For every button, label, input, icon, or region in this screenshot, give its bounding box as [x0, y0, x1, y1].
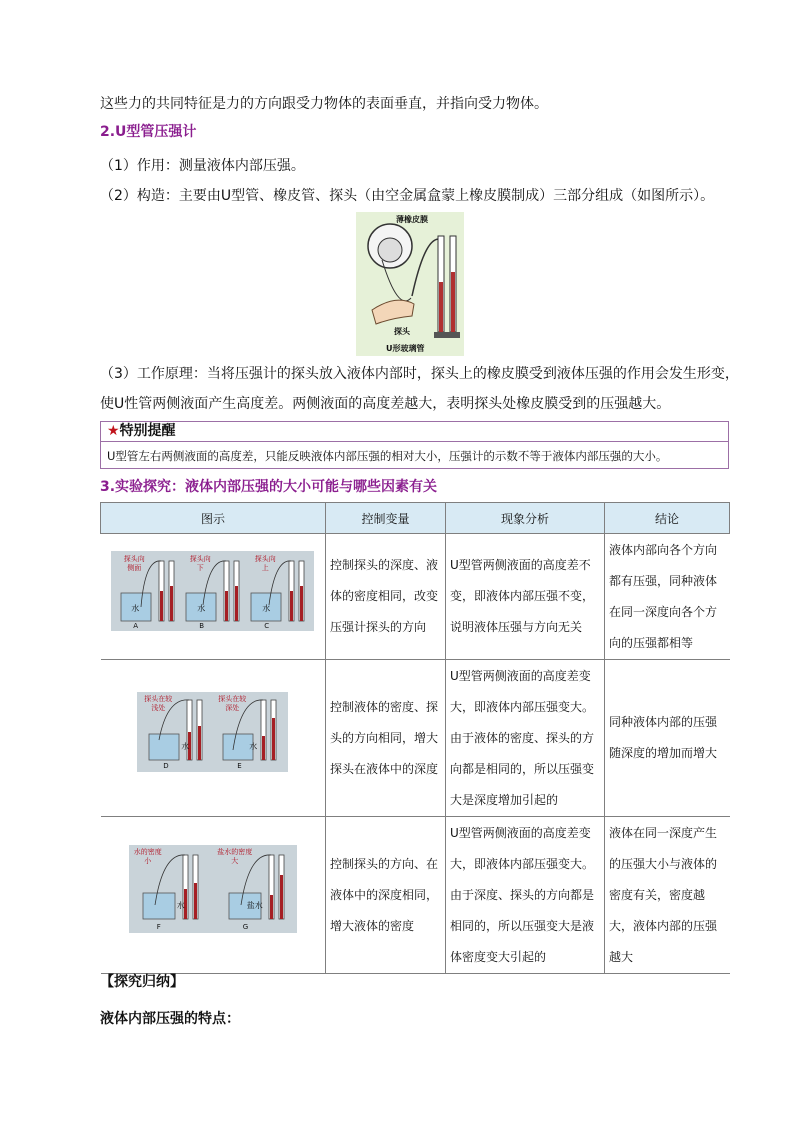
reminder-header	[101, 422, 728, 442]
reminder-text: U型管左右两侧液面的高度差，只能反映液体内部压强的相对大小，压强计的示数不等于液体内部压强的大小。	[107, 449, 668, 463]
section-2-item-3-line-1: （3）工作原理：当将压强计的探头放入液体内部时，探头上的橡皮膜受到液体压强的作用会发生形变，	[100, 366, 739, 382]
section-2-heading: 2.U型管压强计	[100, 124, 197, 140]
hand	[372, 300, 414, 324]
intro-paragraph: 这些力的共同特征是力的方向跟受力物体的表面垂直，并指向受力物体。	[100, 96, 548, 112]
fig-letter: D	[163, 762, 169, 770]
analysis-cell: U型管两侧液面的高度差不变，即液体内部压强不变，说明液体压强与方向无关	[446, 534, 605, 660]
header-control-variable: 控制变量	[326, 503, 446, 534]
analysis-cell: U型管两侧液面的高度差变大，即液体内部压强变大。由于液体的密度、探头的方向都是相同的，所以压强变大是深度增加引起的	[446, 660, 605, 817]
fig-label: 探头在较浅处	[144, 695, 173, 712]
fig-label: 探头向下	[189, 554, 211, 572]
star-icon: ★	[107, 423, 120, 439]
figure-cell	[101, 817, 326, 974]
header-conclusion: 结论	[605, 503, 730, 534]
conclusion-cell: 液体在同一深度产生的压强大小与液体的密度有关，密度越大，液体内部的压强越大	[605, 817, 730, 974]
fig-label: 探头向侧面	[123, 554, 145, 572]
fig-water-label: 水	[249, 742, 258, 751]
conclusion-cell: 液体内部向各个方向都有压强，同种液体在同一深度向各个方向的压强都相等	[605, 534, 730, 660]
special-reminder-box	[100, 421, 729, 469]
fig-water-label: 水	[197, 603, 206, 613]
fig-water-label: 水	[176, 901, 185, 910]
fig-letter: G	[242, 923, 249, 931]
fig-label: 盐水的密度大	[217, 848, 253, 865]
summary-subheading: 液体内部压强的特点：	[100, 1011, 240, 1027]
manometer-illustration	[356, 212, 464, 356]
fig-letter: C	[264, 621, 270, 630]
analysis-cell: U型管两侧液面的高度差变大，即液体内部压强变大。由于深度、探头的方向都是相同的，所以压强变大是液体密度变大引起的	[446, 817, 605, 974]
reminder-title: 特别提醒	[119, 423, 176, 439]
conclusion-cell: 同种液体内部的压强随深度的增加而增大	[605, 660, 730, 817]
header-analysis: 现象分析	[446, 503, 605, 534]
summary-heading: 【探究归纳】	[100, 974, 184, 990]
section-2-item-2: （2）构造：主要由U型管、橡皮管、探头（由空金属盒蒙上橡皮膜制成）三部分组成（如图所示）。	[100, 188, 715, 204]
table-row	[101, 534, 730, 660]
u-tube-manometer-figure	[356, 212, 464, 356]
experiment-figure-fg	[129, 845, 297, 933]
control-variable-cell: 控制探头的方向、在液体中的深度相同，增大液体的密度	[326, 817, 446, 974]
fig-label: 探头向上	[254, 554, 276, 572]
label-probe: 探头	[394, 327, 410, 336]
fig-letter: A	[133, 621, 139, 630]
figure-cell	[101, 534, 326, 660]
experiment-table	[100, 502, 730, 974]
probe-box	[378, 238, 402, 262]
table-header-row	[101, 503, 730, 534]
section-3-heading: 3.实验探究：液体内部压强的大小可能与哪些因素有关	[100, 479, 438, 495]
fig-label: 水的密度小	[133, 848, 162, 865]
fig-letter: B	[199, 621, 205, 630]
header-figure: 图示	[101, 503, 326, 534]
figure-cell	[101, 660, 326, 817]
section-2-item-3-line-2: 使U性管两侧液面产生高度差。两侧液面的高度差越大，表明探头处橡皮膜受到的压强越大。	[100, 396, 671, 412]
fig-water-label: 水	[131, 603, 140, 613]
control-variable-cell: 控制探头的深度、液体的密度相同，改变压强计探头的方向	[326, 534, 446, 660]
label-membrane: 薄橡皮膜	[396, 215, 428, 224]
experiment-figure-de	[137, 692, 288, 772]
fig-letter: F	[156, 923, 161, 931]
control-variable-cell: 控制液体的密度、探头的方向相同，增大探头在液体中的深度	[326, 660, 446, 817]
fig-water-label: 水	[181, 742, 190, 751]
section-2-item-1: （1）作用：测量液体内部压强。	[100, 158, 305, 174]
fig-water-label: 盐水	[246, 901, 263, 910]
fig-label: 探头在较深处	[218, 695, 247, 712]
label-tube: U形玻璃管	[386, 344, 425, 353]
fig-water-label: 水	[262, 603, 271, 613]
table-row	[101, 817, 730, 974]
fig-letter: E	[237, 762, 242, 770]
experiment-figure-abc	[111, 551, 314, 631]
table-row	[101, 660, 730, 817]
